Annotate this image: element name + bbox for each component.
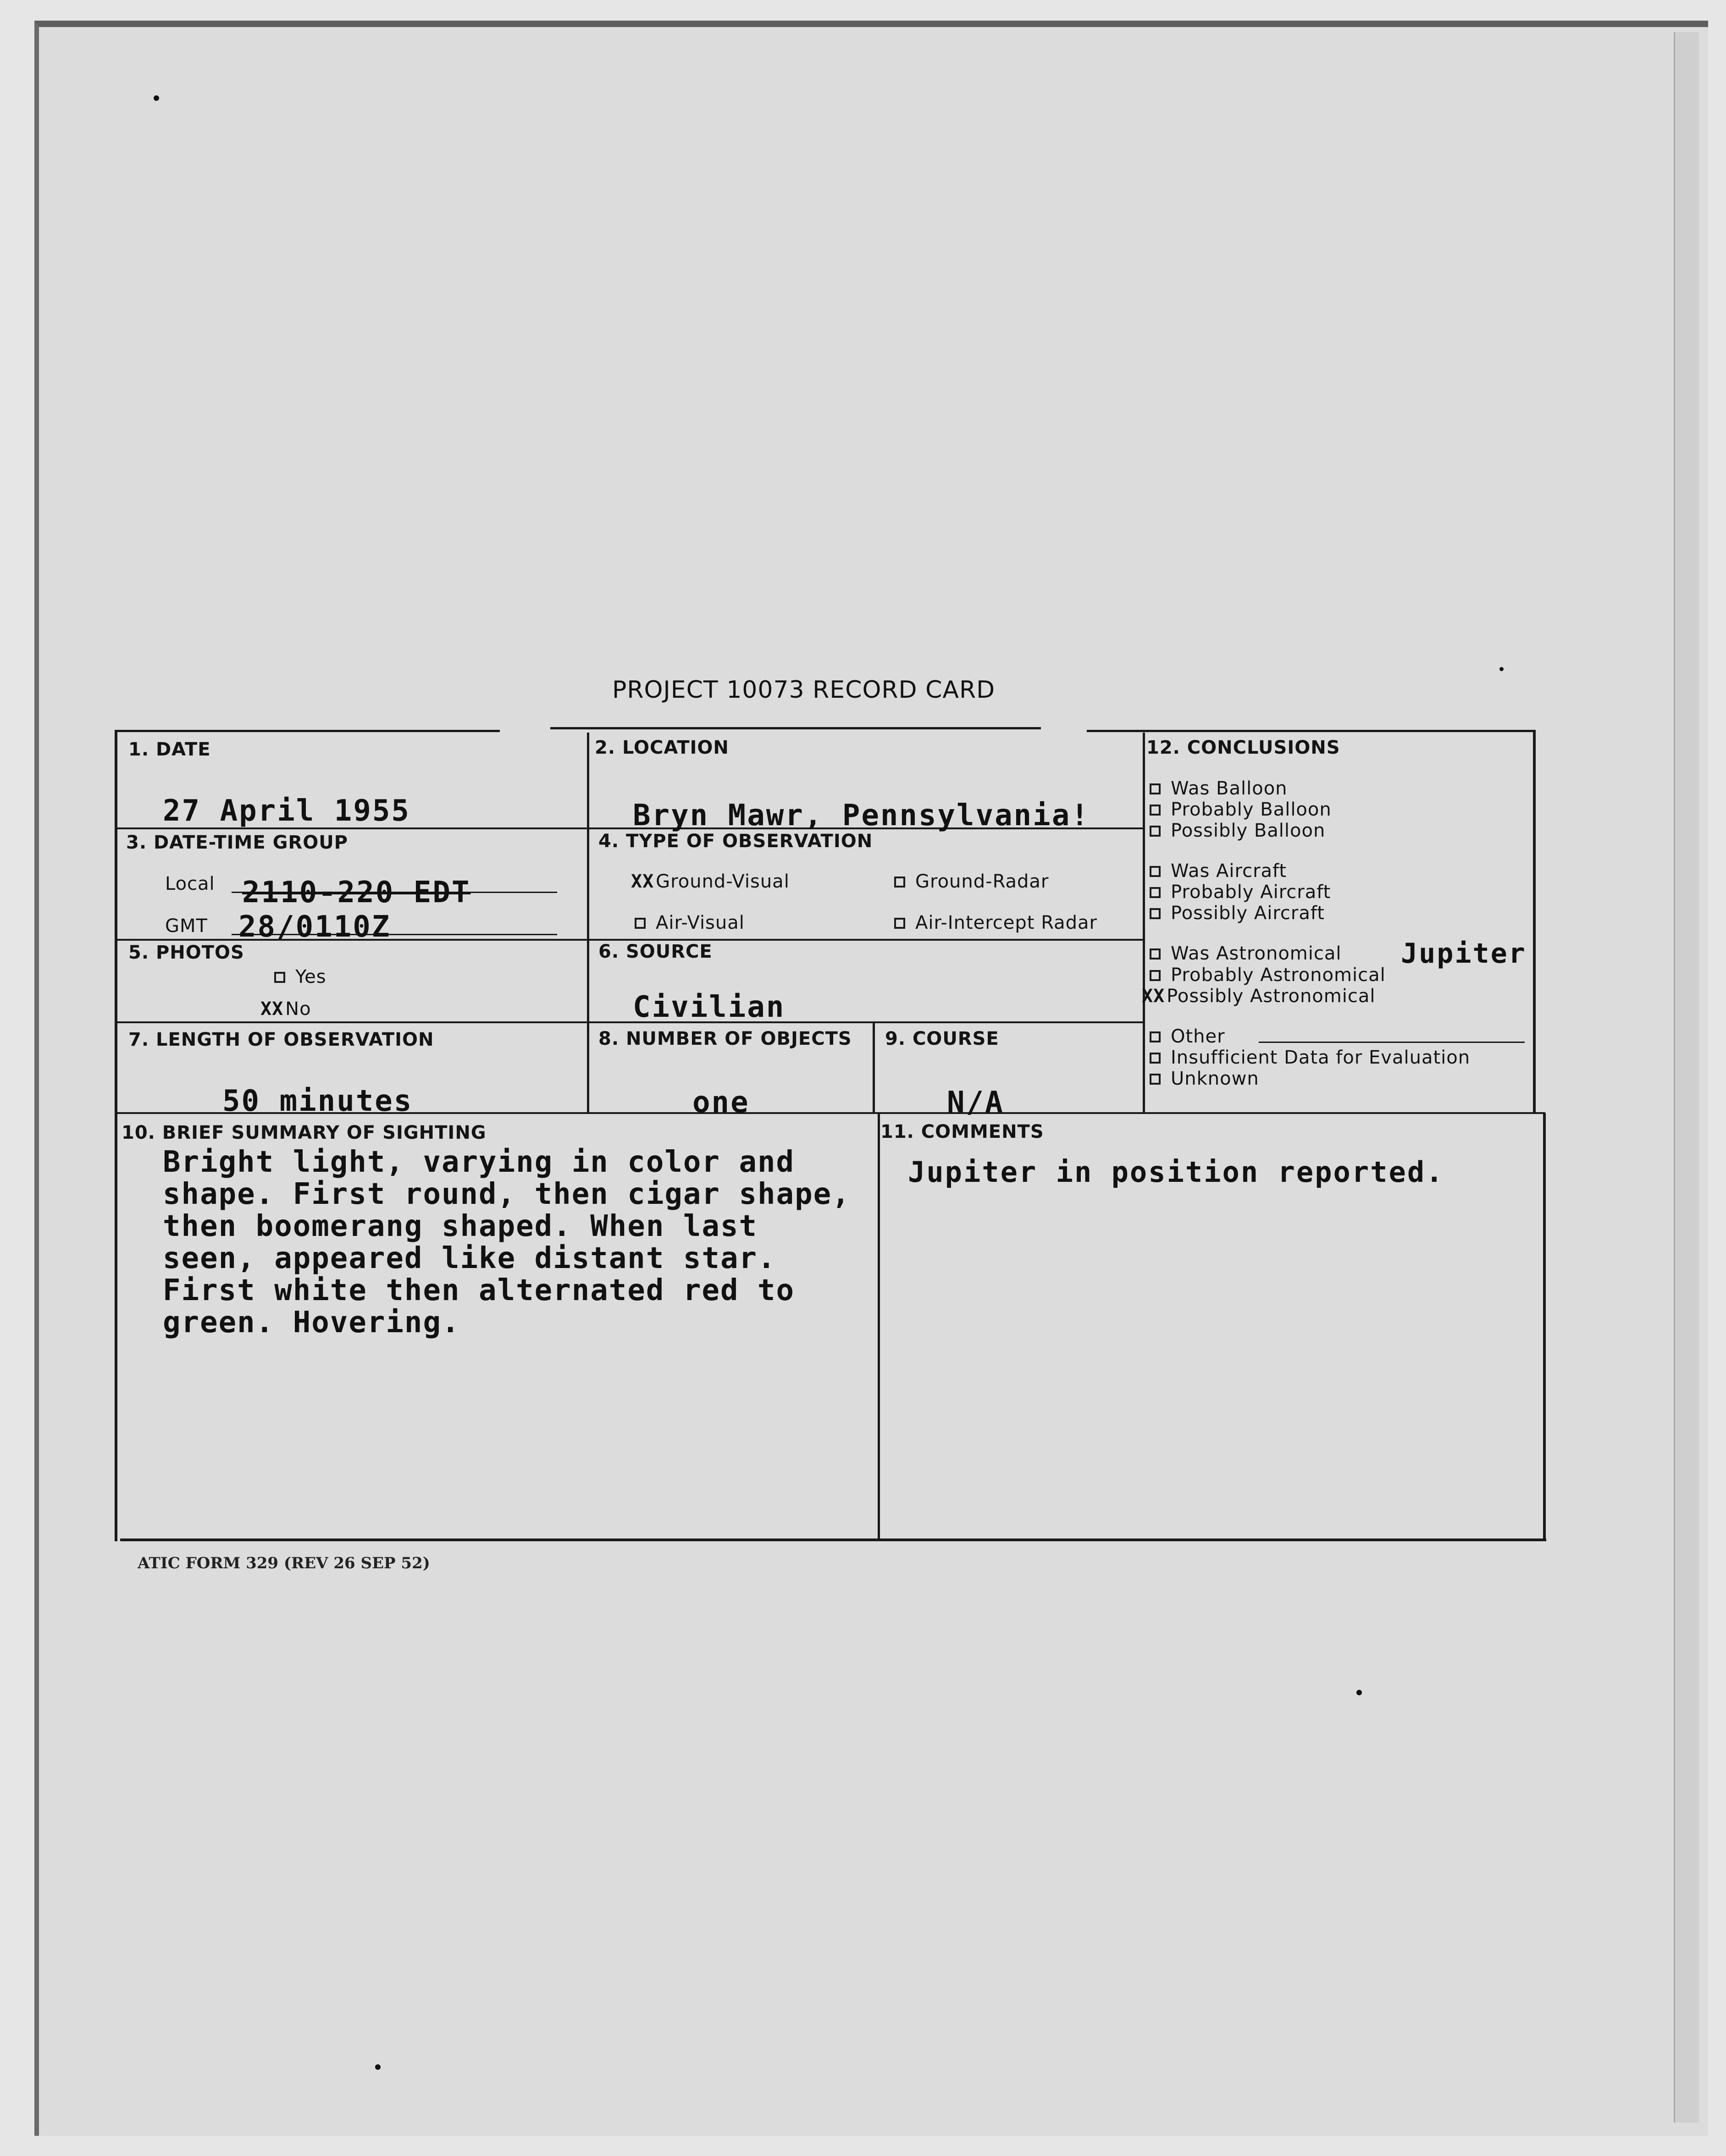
length-of-observation-value: 50 minutes: [222, 1084, 413, 1118]
checkbox-icon: [1150, 970, 1161, 981]
conclusion-label: Other: [1171, 1026, 1225, 1047]
air-visual-label: Air-Visual: [656, 912, 745, 933]
conclusion-probably-astronomical[interactable]: [1150, 965, 1386, 986]
local-label: Local: [165, 873, 215, 894]
conclusion-label: Probably Astronomical: [1171, 965, 1386, 986]
conclusion-possibly-aircraft[interactable]: [1150, 903, 1325, 924]
conclusion-probably-balloon[interactable]: [1150, 799, 1332, 820]
air-intercept-radar-option[interactable]: [894, 912, 1097, 933]
air-intercept-radar-label: Air-Intercept Radar: [915, 912, 1097, 933]
date-time-group-label: 3. DATE-TIME GROUP: [126, 832, 348, 853]
check-mark-icon: XX: [260, 998, 284, 1020]
checkbox-icon: [1150, 783, 1161, 794]
astronomical-note: Jupiter: [1401, 937, 1527, 970]
checkbox-icon: [274, 972, 285, 983]
top-border: [550, 727, 1041, 729]
local-time-value: 2110-220 EDT: [242, 876, 471, 910]
col-divider: [1143, 733, 1145, 1113]
date-value: 27 April 1955: [163, 794, 410, 828]
checkbox-icon: [1150, 1031, 1161, 1042]
right-border: [1543, 1113, 1546, 1541]
left-border: [115, 730, 117, 1541]
checkbox-icon: [1150, 948, 1161, 959]
conclusion-other[interactable]: [1150, 1026, 1225, 1047]
conclusion-label: Probably Aircraft: [1171, 882, 1331, 903]
conclusion-label: Insufficient Data for Evaluation: [1171, 1047, 1471, 1068]
comments-label: 11. COMMENTS: [880, 1121, 1044, 1142]
type-of-observation-label: 4. TYPE OF OBSERVATION: [598, 831, 873, 852]
col-divider: [873, 1022, 875, 1113]
conclusion-unknown[interactable]: [1150, 1068, 1259, 1089]
card-title: PROJECT 10073 RECORD CARD: [612, 676, 996, 704]
other-underline: [1259, 1042, 1525, 1043]
conclusion-label: Possibly Astronomical: [1167, 986, 1376, 1007]
conclusion-possibly-balloon[interactable]: [1150, 820, 1325, 841]
top-border: [115, 730, 500, 732]
check-mark-icon: XX: [631, 871, 654, 892]
ground-visual-option[interactable]: [631, 871, 790, 892]
gmt-label: GMT: [165, 915, 208, 937]
bottom-border: [120, 1538, 1546, 1541]
sheet-edge: [1674, 32, 1699, 2123]
ground-visual-label: Ground-Visual: [656, 871, 790, 892]
dust-speck: [1356, 1690, 1362, 1695]
conclusion-label: Was Balloon: [1171, 778, 1288, 799]
col-divider: [587, 733, 589, 1113]
number-of-objects-label: 8. NUMBER OF OBJECTS: [598, 1028, 852, 1049]
checkbox-icon: [894, 918, 905, 929]
conclusions-label: 12. CONCLUSIONS: [1146, 737, 1340, 758]
length-of-observation-label: 7. LENGTH OF OBSERVATION: [128, 1029, 434, 1050]
comments-text: Jupiter in position reported.: [908, 1155, 1444, 1189]
date-label: 1. DATE: [128, 739, 211, 760]
ground-radar-label: Ground-Radar: [915, 871, 1049, 892]
top-border: [1087, 730, 1535, 732]
dust-speck: [1499, 667, 1504, 671]
paper-sheet: [34, 21, 1708, 2136]
dust-speck: [154, 95, 159, 101]
photos-yes-label: Yes: [295, 966, 326, 987]
air-visual-option[interactable]: [635, 912, 745, 933]
conclusion-was-astronomical[interactable]: [1150, 943, 1342, 964]
conclusion-label: Possibly Balloon: [1171, 820, 1326, 841]
source-label: 6. SOURCE: [598, 941, 713, 962]
photos-yes-option[interactable]: [274, 966, 326, 987]
checkbox-icon: [635, 918, 646, 929]
conclusion-was-aircraft[interactable]: [1150, 860, 1287, 882]
form-footer: ATIC FORM 329 (REV 26 SEP 52): [138, 1554, 430, 1572]
checkbox-icon: [1150, 826, 1161, 837]
conclusion-label: Probably Balloon: [1171, 799, 1332, 820]
photos-label: 5. PHOTOS: [128, 942, 244, 963]
summary-label: 10. BRIEF SUMMARY OF SIGHTING: [122, 1122, 487, 1143]
location-label: 2. LOCATION: [595, 737, 729, 758]
checkbox-icon: [1150, 805, 1161, 816]
gmt-time-value: 28/0110Z: [238, 910, 391, 944]
checkbox-icon: [1150, 1074, 1161, 1085]
dust-speck: [375, 2064, 381, 2070]
number-of-objects-value: one: [692, 1086, 750, 1119]
summary-text: Bright light, varying in color and shape. First round, then cigar shape, then boomerang shaped. When last seen, appeared like distant star. First white then alternated red to green. Hovering.: [163, 1145, 851, 1340]
ground-radar-option[interactable]: [894, 871, 1049, 892]
checkbox-icon: [894, 877, 905, 888]
conclusion-label: Unknown: [1171, 1068, 1259, 1089]
source-value: Civilian: [633, 990, 786, 1024]
conclusion-label: Was Astronomical: [1171, 943, 1342, 964]
conclusion-label: Possibly Aircraft: [1171, 903, 1325, 924]
course-label: 9. COURSE: [885, 1028, 999, 1049]
photos-no-option[interactable]: [260, 998, 311, 1020]
check-mark-icon: XX: [1142, 986, 1165, 1007]
checkbox-icon: [1150, 887, 1161, 898]
course-value: N/A: [947, 1086, 1004, 1119]
checkbox-icon: [1150, 866, 1161, 877]
conclusion-insufficient-data[interactable]: [1150, 1047, 1470, 1068]
conclusion-was-balloon[interactable]: [1150, 778, 1288, 799]
right-border: [1533, 730, 1536, 1113]
location-value: Bryn Mawr, Pennsylvania!: [633, 799, 1090, 833]
checkbox-icon: [1150, 908, 1161, 919]
conclusion-probably-aircraft[interactable]: [1150, 882, 1331, 903]
checkbox-icon: [1150, 1053, 1161, 1064]
conclusion-label: Was Aircraft: [1171, 860, 1287, 882]
photos-no-label: No: [285, 998, 311, 1020]
row-divider: [117, 1021, 1143, 1023]
conclusion-possibly-astronomical[interactable]: [1142, 986, 1375, 1007]
